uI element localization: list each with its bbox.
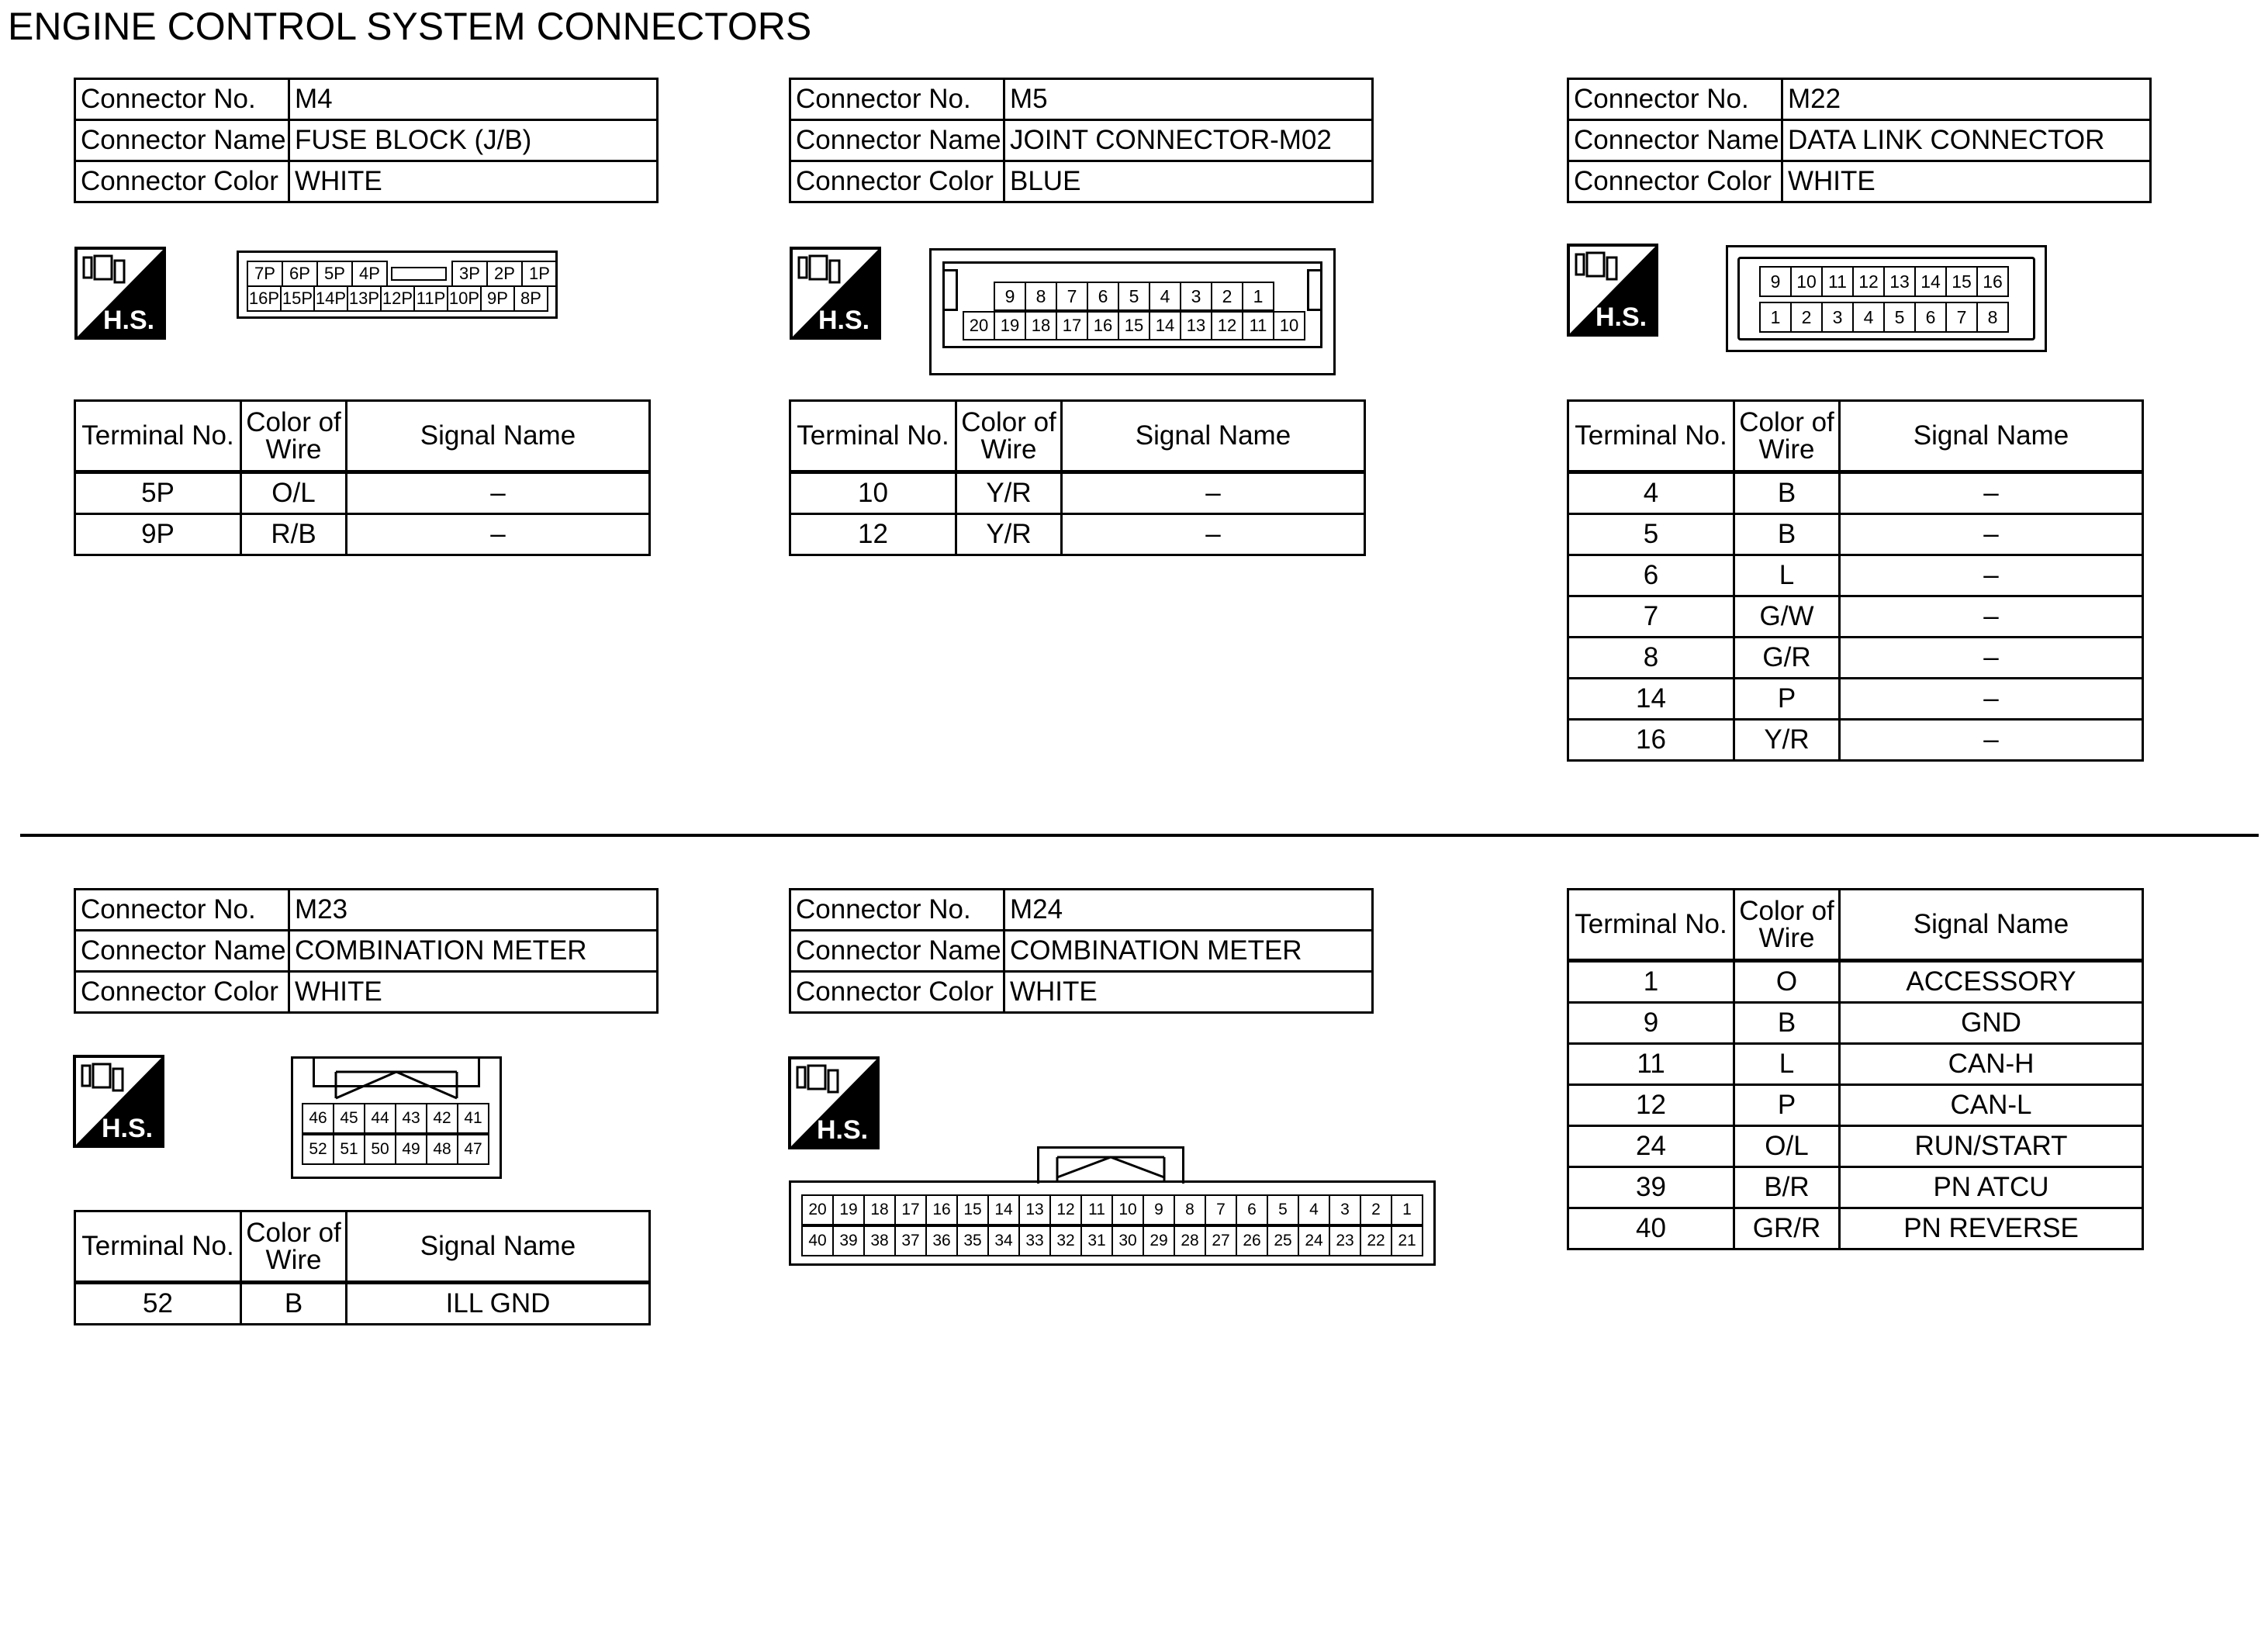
connector-outline (1307, 269, 1322, 311)
table-row (1568, 1126, 2143, 1167)
connector-pin: 1 (1759, 302, 1792, 333)
connector-pin: 6 (1914, 302, 1947, 333)
signal-name-cell: – (347, 472, 650, 514)
connector-info-m23 (74, 888, 659, 1014)
wire-color-cell: O (1734, 961, 1840, 1003)
connector-pin: 42 (426, 1103, 458, 1134)
terminal-no-cell: 24 (1568, 1126, 1734, 1167)
page-title: ENGINE CONTROL SYSTEM CONNECTORS (8, 5, 812, 48)
connector-pin: 7 (1945, 302, 1978, 333)
label-connector-no: Connector No. (790, 79, 1004, 120)
signal-name-cell: – (1062, 514, 1365, 555)
connector-pin: 29 (1143, 1225, 1175, 1256)
connector-pin: 8P (513, 285, 548, 312)
table-row (790, 514, 1365, 555)
connector-pin: 50 (364, 1134, 396, 1165)
table-row (1568, 1167, 2143, 1208)
signal-name-cell: – (1840, 720, 2143, 761)
connector-name-value: JOINT CONNECTOR-M02 (1004, 120, 1373, 161)
header-signal-name: Signal Name (1840, 890, 2143, 961)
wire-color-cell: L (1734, 1044, 1840, 1085)
header-color-of-wire: Color of Wire (1734, 890, 1840, 961)
connector-pin: 11P (413, 285, 448, 312)
terminal-no-cell: 52 (75, 1283, 241, 1325)
connector-pin: 38 (863, 1225, 896, 1256)
table-row (1568, 514, 2143, 555)
label-connector-no: Connector No. (75, 890, 289, 931)
label-connector-color: Connector Color (75, 161, 289, 202)
connector-pin: 15P (280, 285, 315, 312)
connector-color-value: BLUE (1004, 161, 1373, 202)
terminal-table-m23 (74, 1210, 651, 1325)
label-connector-no: Connector No. (790, 890, 1004, 931)
connector-no-value: M24 (1004, 890, 1373, 931)
signal-name-cell: – (1840, 638, 2143, 679)
connector-pin: 18 (1025, 311, 1057, 340)
table-row (790, 472, 1365, 514)
connector-face-m24 (789, 1146, 1436, 1266)
connector-name-value: COMBINATION METER (289, 931, 658, 972)
connector-pin: 4P (351, 261, 388, 287)
terminal-no-cell: 5P (75, 472, 241, 514)
connector-pin: 10P (447, 285, 482, 312)
connector-pin: 1P (521, 261, 558, 287)
terminal-no-cell: 12 (1568, 1085, 1734, 1126)
connector-pin: 12 (1852, 266, 1885, 297)
header-terminal-no: Terminal No. (75, 401, 241, 472)
table-row (75, 472, 650, 514)
connector-pin: 51 (333, 1134, 365, 1165)
header-signal-name: Signal Name (1840, 401, 2143, 472)
terminal-rows (1568, 961, 2143, 1249)
connector-pin: 2 (1360, 1194, 1392, 1225)
header-color-of-wire: Color of Wire (241, 1211, 347, 1283)
wire-color-cell: Y/R (956, 514, 1062, 555)
table-row (75, 1283, 650, 1325)
wire-color-cell: G/R (1734, 638, 1840, 679)
connector-slot (391, 267, 447, 281)
terminal-no-cell: 9 (1568, 1003, 1734, 1044)
hs-label: H.S. (816, 1115, 869, 1145)
connector-face-m22 (1726, 245, 2047, 352)
connector-pin: 9 (1759, 266, 1792, 297)
connector-pin: 10 (1790, 266, 1823, 297)
connector-color-value: WHITE (1004, 972, 1373, 1013)
connector-pin: 47 (457, 1134, 489, 1165)
connector-pin: 2 (1211, 282, 1243, 311)
signal-name-cell: – (1840, 514, 2143, 555)
connector-info-m4 (74, 78, 659, 203)
hs-label: H.S. (102, 306, 155, 335)
terminal-no-cell: 5 (1568, 514, 1734, 555)
connector-pin: 7P (247, 261, 283, 287)
connector-face-m5 (929, 248, 1336, 375)
connector-color-value: WHITE (289, 161, 658, 202)
connector-face-m4 (237, 251, 558, 319)
connector-pin: 14 (1914, 266, 1947, 297)
wire-color-cell: GR/R (1734, 1208, 1840, 1249)
hs-icon (73, 1055, 164, 1148)
terminal-no-cell: 7 (1568, 596, 1734, 638)
connector-pin: 49 (395, 1134, 427, 1165)
connector-pin: 25 (1267, 1225, 1299, 1256)
connector-pin: 1 (1242, 282, 1274, 311)
section-divider (20, 834, 2259, 837)
header-signal-name: Signal Name (347, 1211, 650, 1283)
connector-pin: 19 (994, 311, 1026, 340)
connector-pin: 2P (486, 261, 523, 287)
header-terminal-no: Terminal No. (790, 401, 956, 472)
terminal-no-cell: 6 (1568, 555, 1734, 596)
connector-pin: 23 (1329, 1225, 1361, 1256)
connector-pin: 16 (1976, 266, 2009, 297)
connector-pin: 3 (1180, 282, 1212, 311)
connector-pin: 4 (1149, 282, 1181, 311)
connector-pin: 16P (247, 285, 282, 312)
connector-pin: 3 (1821, 302, 1854, 333)
signal-name-cell: CAN-L (1840, 1085, 2143, 1126)
table-row (1568, 720, 2143, 761)
connector-pin: 39 (832, 1225, 865, 1256)
connector-pin: 28 (1174, 1225, 1206, 1256)
terminal-rows (1568, 472, 2143, 761)
connector-pin: 4 (1852, 302, 1885, 333)
connector-pin: 36 (925, 1225, 958, 1256)
terminal-no-cell: 11 (1568, 1044, 1734, 1085)
signal-name-cell: – (1840, 596, 2143, 638)
wire-color-cell: B (1734, 514, 1840, 555)
connector-pin: 37 (894, 1225, 927, 1256)
connector-pin: 24 (1298, 1225, 1330, 1256)
connector-pin (386, 261, 451, 287)
connector-pin: 44 (364, 1103, 396, 1134)
hs-icon (788, 1056, 880, 1149)
label-connector-name: Connector Name (790, 120, 1004, 161)
header-signal-name: Signal Name (1062, 401, 1365, 472)
connector-pin: 34 (987, 1225, 1020, 1256)
connector-pin: 12 (1049, 1194, 1082, 1225)
connector-pin: 14P (313, 285, 348, 312)
terminal-no-cell: 10 (790, 472, 956, 514)
connector-pin: 8 (1976, 302, 2009, 333)
connector-no-value: M4 (289, 79, 658, 120)
connector-pin: 16 (925, 1194, 958, 1225)
wire-color-cell: Y/R (956, 472, 1062, 514)
table-row (1568, 961, 2143, 1003)
connector-pin: 40 (801, 1225, 834, 1256)
signal-name-cell: ILL GND (347, 1283, 650, 1325)
table-row (1568, 679, 2143, 720)
connector-info-m24 (789, 888, 1374, 1014)
table-row (1568, 555, 2143, 596)
connector-pin: 6P (282, 261, 318, 287)
terminal-table-m4 (74, 399, 651, 556)
label-connector-name: Connector Name (1568, 120, 1782, 161)
connector-pin: 5P (316, 261, 353, 287)
connector-pin: 5 (1118, 282, 1150, 311)
label-connector-color: Connector Color (1568, 161, 1782, 202)
label-connector-name: Connector Name (75, 931, 289, 972)
terminal-no-cell: 16 (1568, 720, 1734, 761)
terminal-no-cell: 40 (1568, 1208, 1734, 1249)
signal-name-cell: – (1840, 679, 2143, 720)
signal-name-cell: – (1062, 472, 1365, 514)
connector-pin: 52 (302, 1134, 334, 1165)
connector-pin: 9P (480, 285, 515, 312)
connector-pin: 16 (1087, 311, 1119, 340)
connector-pin: 9 (1143, 1194, 1175, 1225)
wire-color-cell: L (1734, 555, 1840, 596)
header-color-of-wire: Color of Wire (1734, 401, 1840, 472)
connector-pin: 27 (1205, 1225, 1237, 1256)
connector-pin: 11 (1080, 1194, 1113, 1225)
connector-pin: 7 (1205, 1194, 1237, 1225)
connector-pin: 3 (1329, 1194, 1361, 1225)
connector-pin: 21 (1391, 1225, 1423, 1256)
connector-pin: 45 (333, 1103, 365, 1134)
table-row (1568, 596, 2143, 638)
connector-pin: 13 (1018, 1194, 1051, 1225)
terminal-no-cell: 1 (1568, 961, 1734, 1003)
connector-pin: 32 (1049, 1225, 1082, 1256)
table-row (1568, 638, 2143, 679)
connector-pin: 11 (1821, 266, 1854, 297)
connector-pin: 5 (1883, 302, 1916, 333)
header-terminal-no: Terminal No. (1568, 401, 1734, 472)
connector-pin: 20 (963, 311, 995, 340)
wire-color-cell: P (1734, 679, 1840, 720)
connector-pin: 46 (302, 1103, 334, 1134)
table-row (1568, 1003, 2143, 1044)
terminal-no-cell: 14 (1568, 679, 1734, 720)
wire-color-cell: R/B (241, 514, 347, 555)
header-color-of-wire: Color of Wire (956, 401, 1062, 472)
connector-pin: 10 (1273, 311, 1305, 340)
terminal-rows (790, 472, 1365, 555)
connector-name-value: COMBINATION METER (1004, 931, 1373, 972)
signal-name-cell: GND (1840, 1003, 2143, 1044)
connector-pin: 14 (1149, 311, 1181, 340)
header-terminal-no: Terminal No. (75, 1211, 241, 1283)
terminal-table-m22 (1567, 399, 2144, 762)
connector-pin: 5 (1267, 1194, 1299, 1225)
table-row (75, 514, 650, 555)
connector-pin: 43 (395, 1103, 427, 1134)
connector-pin: 15 (1945, 266, 1978, 297)
connector-no-value: M5 (1004, 79, 1373, 120)
wire-color-cell: G/W (1734, 596, 1840, 638)
connector-pin: 15 (1118, 311, 1150, 340)
connector-pin: 1 (1391, 1194, 1423, 1225)
hs-icon (790, 247, 881, 340)
connector-pin: 12 (1211, 311, 1243, 340)
wire-color-cell: B/R (1734, 1167, 1840, 1208)
label-connector-no: Connector No. (1568, 79, 1782, 120)
connector-pin: 22 (1360, 1225, 1392, 1256)
connector-pin: 4 (1298, 1194, 1330, 1225)
connector-pin: 17 (894, 1194, 927, 1225)
connector-pin: 26 (1236, 1225, 1268, 1256)
wire-color-cell: Y/R (1734, 720, 1840, 761)
hs-icon (1567, 244, 1658, 337)
connector-pin: 12P (380, 285, 415, 312)
label-connector-color: Connector Color (790, 972, 1004, 1013)
hs-icon (74, 247, 166, 340)
terminal-rows (75, 472, 650, 555)
connector-no-value: M22 (1782, 79, 2151, 120)
terminal-table-m5 (789, 399, 1366, 556)
terminal-no-cell: 9P (75, 514, 241, 555)
connector-name-value: FUSE BLOCK (J/B) (289, 120, 658, 161)
connector-pin: 33 (1018, 1225, 1051, 1256)
connector-pin: 31 (1080, 1225, 1113, 1256)
signal-name-cell: – (347, 514, 650, 555)
table-row (1568, 472, 2143, 514)
connector-latch-icon (291, 1056, 502, 1103)
connector-pin: 8 (1025, 282, 1057, 311)
connector-pin: 41 (457, 1103, 489, 1134)
label-connector-name: Connector Name (790, 931, 1004, 972)
connector-pin: 13 (1883, 266, 1916, 297)
connector-latch-icon (789, 1146, 1436, 1193)
wire-color-cell: O/L (241, 472, 347, 514)
connector-pin: 9 (994, 282, 1026, 311)
label-connector-name: Connector Name (75, 120, 289, 161)
wire-color-cell: B (1734, 1003, 1840, 1044)
connector-color-value: WHITE (289, 972, 658, 1013)
connector-pin: 3P (451, 261, 488, 287)
hs-label: H.S. (818, 306, 870, 335)
wire-color-cell: P (1734, 1085, 1840, 1126)
connector-info-m22 (1567, 78, 2152, 203)
terminal-no-cell: 12 (790, 514, 956, 555)
terminal-no-cell: 39 (1568, 1167, 1734, 1208)
connector-pin: 17 (1056, 311, 1088, 340)
header-color-of-wire: Color of Wire (241, 401, 347, 472)
connector-pin: 11 (1242, 311, 1274, 340)
connector-no-value: M23 (289, 890, 658, 931)
terminal-no-cell: 4 (1568, 472, 1734, 514)
hs-label: H.S. (101, 1114, 154, 1143)
connector-pin: 6 (1087, 282, 1119, 311)
signal-name-cell: ACCESSORY (1840, 961, 2143, 1003)
connector-pin: 15 (956, 1194, 989, 1225)
connector-pin: 48 (426, 1134, 458, 1165)
signal-name-cell: PN REVERSE (1840, 1208, 2143, 1249)
connector-pin: 20 (801, 1194, 834, 1225)
connector-pin: 35 (956, 1225, 989, 1256)
connector-outline (942, 269, 958, 311)
connector-pin: 13 (1180, 311, 1212, 340)
table-row (1568, 1044, 2143, 1085)
connector-pin: 6 (1236, 1194, 1268, 1225)
connector-pin: 10 (1111, 1194, 1144, 1225)
table-row (1568, 1085, 2143, 1126)
connector-face-m23 (291, 1056, 502, 1179)
wire-color-cell: O/L (1734, 1126, 1840, 1167)
header-terminal-no: Terminal No. (1568, 890, 1734, 961)
wire-color-cell: B (1734, 472, 1840, 514)
wire-color-cell: B (241, 1283, 347, 1325)
signal-name-cell: CAN-H (1840, 1044, 2143, 1085)
label-connector-no: Connector No. (75, 79, 289, 120)
hs-label: H.S. (1595, 302, 1647, 332)
table-row (1568, 1208, 2143, 1249)
header-signal-name: Signal Name (347, 401, 650, 472)
connector-pin: 13P (347, 285, 382, 312)
connector-name-value: DATA LINK CONNECTOR (1782, 120, 2151, 161)
terminal-no-cell: 8 (1568, 638, 1734, 679)
connector-pin: 19 (832, 1194, 865, 1225)
connector-pin: 2 (1790, 302, 1823, 333)
signal-name-cell: PN ATCU (1840, 1167, 2143, 1208)
connector-pin: 18 (863, 1194, 896, 1225)
connector-pin: 14 (987, 1194, 1020, 1225)
connector-color-value: WHITE (1782, 161, 2151, 202)
connector-pin: 7 (1056, 282, 1088, 311)
signal-name-cell: – (1840, 555, 2143, 596)
terminal-table-m24 (1567, 888, 2144, 1250)
signal-name-cell: RUN/START (1840, 1126, 2143, 1167)
terminal-rows (75, 1283, 650, 1325)
label-connector-color: Connector Color (790, 161, 1004, 202)
connector-pin: 30 (1111, 1225, 1144, 1256)
connector-info-m5 (789, 78, 1374, 203)
label-connector-color: Connector Color (75, 972, 289, 1013)
signal-name-cell: – (1840, 472, 2143, 514)
connector-pin: 8 (1174, 1194, 1206, 1225)
